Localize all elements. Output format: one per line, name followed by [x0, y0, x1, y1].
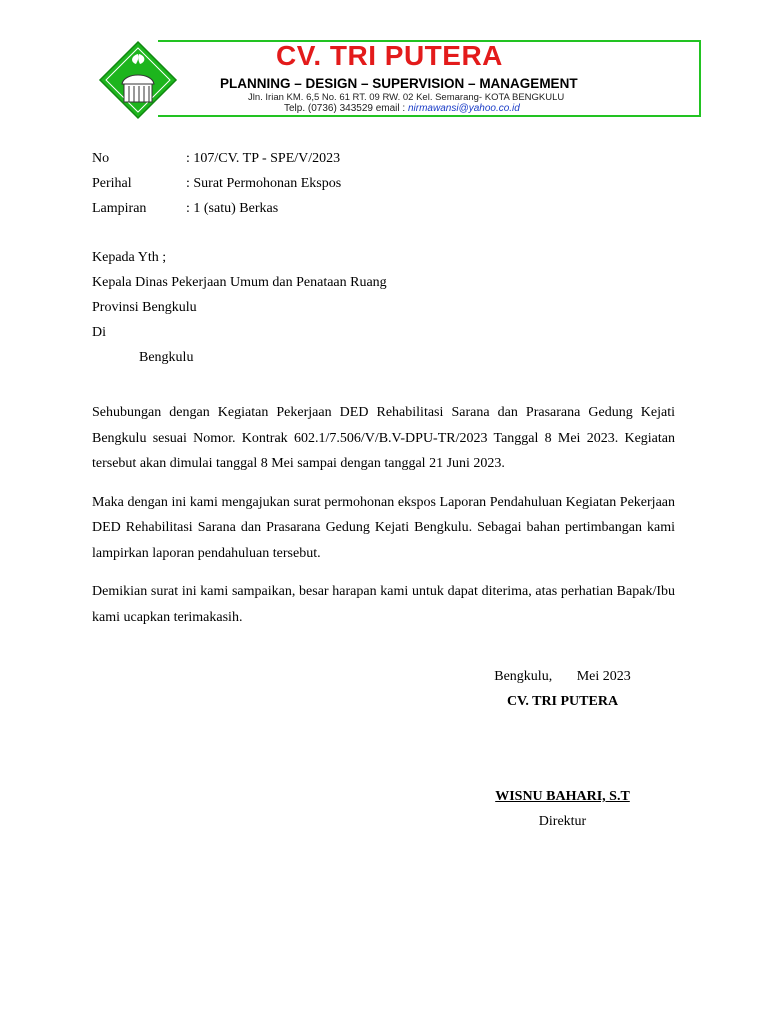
- signature-block: [470, 664, 655, 714]
- company-phone: Telp. (0736) 343529 email :: [284, 103, 406, 114]
- meta-row-number: [92, 146, 341, 171]
- letterhead: [98, 40, 702, 120]
- company-email: nirmawansi@yahoo.co.id: [407, 103, 520, 114]
- signer-name: WISNU BAHARI, S.T: [495, 789, 630, 804]
- company-address: Jln. Irian KM. 6,5 No. 61 RT. 09 RW. 02 Kel. Semarang- KOTA BENGKULU: [248, 92, 565, 103]
- greeting: Kepada Yth ;: [92, 250, 167, 265]
- addressee-block: [92, 245, 387, 370]
- letter-meta: [92, 146, 341, 221]
- signer-block: [470, 784, 655, 834]
- signature-company: CV. TRI PUTERA: [506, 694, 619, 709]
- meta-value: : 107/CV. TP - SPE/V/2023: [186, 151, 341, 166]
- addressee-city: Bengkulu: [139, 350, 194, 365]
- meta-key: Lampiran: [92, 201, 147, 216]
- addressee-line-3: Di: [92, 325, 106, 340]
- company-contact: [284, 103, 520, 115]
- addressee-line-1: Kepala Dinas Pekerjaan Umum dan Penataan Ruang: [92, 275, 387, 290]
- svg-text:L: L: [112, 98, 119, 109]
- meta-key: No: [92, 151, 110, 166]
- company-name: CV. TRI PUTERA: [276, 40, 503, 71]
- body-paragraph-2: Maka dengan ini kami mengajukan surat permohonan ekspos Laporan Pendahuluan Kegiatan Pekerjaan DED Rehabilitasi Sarana dan Prasarana Gedung Kejati Bengkulu. Sebagai bahan pertimbangan kami lampirkan laporan pendahuluan tersebut.: [92, 494, 675, 561]
- company-logo-icon: [100, 42, 176, 118]
- meta-key: Perihal: [92, 176, 132, 191]
- company-tagline: PLANNING – DESIGN – SUPERVISION – MANAGEMENT: [220, 76, 578, 91]
- meta-value: : 1 (satu) Berkas: [186, 201, 279, 216]
- body-paragraph-3: Demikian surat ini kami sampaikan, besar harapan kami untuk dapat diterima, atas perhatian Bapak/Ibu kami ucapkan terimakasih.: [92, 584, 675, 625]
- meta-row-attachment: [92, 196, 341, 221]
- place-date: Bengkulu, Mei 2023: [494, 669, 631, 684]
- letter-body: [92, 400, 675, 643]
- meta-value: : Surat Permohonan Ekspos: [186, 176, 342, 191]
- meta-row-subject: [92, 171, 341, 196]
- addressee-line-2: Provinsi Bengkulu: [92, 300, 197, 315]
- signer-title: Direktur: [538, 814, 587, 829]
- body-paragraph-1: Sehubungan dengan Kegiatan Pekerjaan DED Rehabilitasi Sarana dan Prasarana Gedung Kejati Bengkulu sesuai Nomor. Kontrak 602.1/7.506/V/B.V-DPU-TR/2023 Tanggal 8 Mei 2023. Kegiatan tersebut akan dimulai tanggal 8 Mei sampai dengan tanggal 21 Juni 2023.: [92, 405, 675, 471]
